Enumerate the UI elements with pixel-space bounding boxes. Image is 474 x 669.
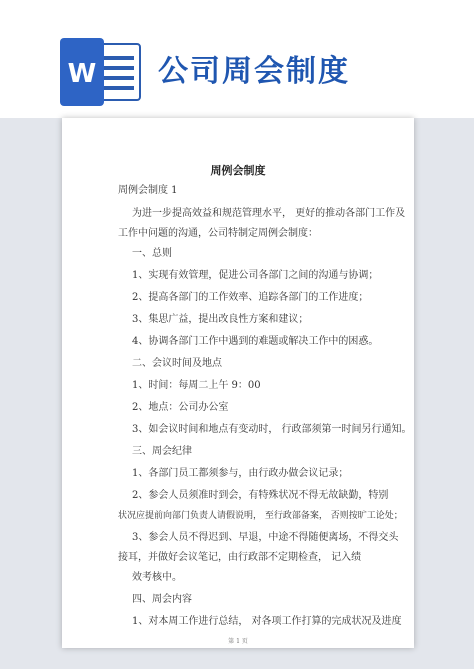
page-number: 第 1 页 [228,638,248,645]
doc-line: 3、参会人员不得迟到、早退，中途不得随便离场，不得交头 [132,532,399,543]
doc-line: 1、实现有效管理，促进公司各部门之间的沟通与协调； [132,270,379,281]
doc-line: 3、集思广益，提出改良性方案和建议； [132,314,309,325]
doc-line: 1、对本周工作进行总结， 对各项工作打算的完成状况及进度 [132,616,402,627]
doc-line: 2、参会人员须准时到会，有特殊状况不得无故缺勤，特别 [132,490,389,501]
doc-line: 1、各部门员工都须参与，由行政办做会议记录； [132,468,349,479]
doc-line: 1、时间：每周二上午 9：00 [132,380,261,391]
header-banner [0,0,474,118]
doc-line: 2、地点：公司办公室 [132,402,229,413]
word-icon [58,36,144,108]
document-page [62,118,414,648]
doc-line: 状况应提前向部门负责人请假说明， 至行政部备案， 否则按旷工论处； [118,511,403,521]
doc-line: 2、提高各部门的工作效率、追踪各部门的工作进度； [132,292,369,303]
doc-line: 三、周会纪律 [132,446,192,457]
doc-line: 接耳，并做好会议笔记，由行政部不定期检查， 记入绩 [118,552,362,563]
doc-line: 4、协调各部门工作中遇到的难题或解决工作中的困惑。 [132,336,379,347]
doc-line: 效考核中。 [132,572,182,583]
doc-line: 四、周会内容 [132,594,192,605]
doc-line: 为进一步提高效益和规范管理水平， 更好的推动各部门工作及 [132,208,406,219]
document-title: 周例会制度 [210,164,266,177]
doc-line: 3、如会议时间和地点有变动时， 行政部须第一时间另行通知。 [132,424,412,435]
word-icon-letter: W [67,59,97,89]
doc-line: 周例会制度 1 [118,185,178,196]
page-title: 公司周会制度 [158,54,350,89]
doc-line: 一、总则 [132,248,172,259]
doc-line: 工作中问题的沟通，公司特制定周例会制度： [118,228,318,239]
doc-line: 二、会议时间及地点 [132,358,222,369]
